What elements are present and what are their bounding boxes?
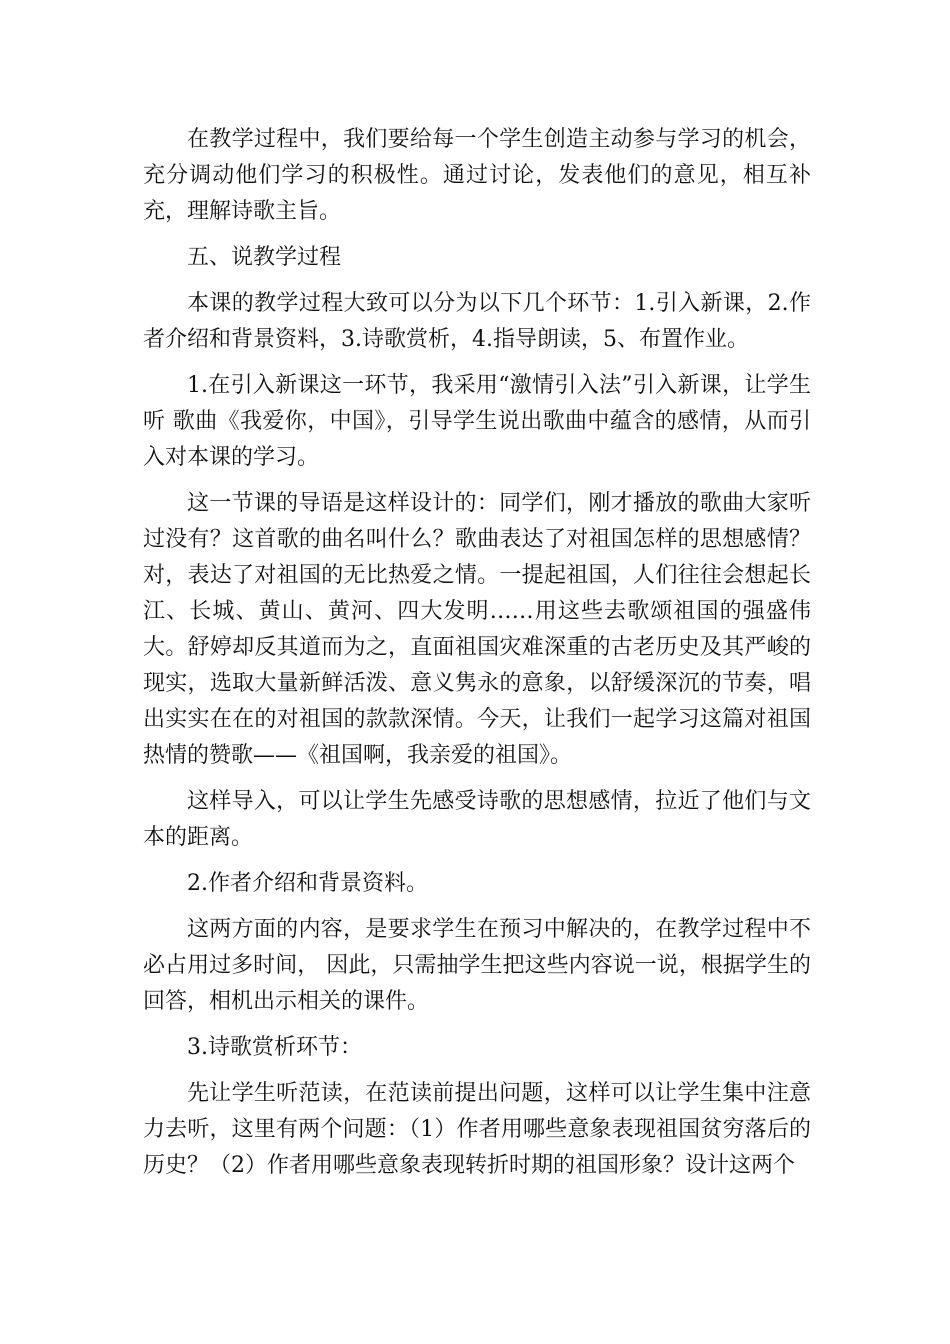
paragraph-step-3-body: 先让学生听范读，在范读前提出问题，这样可以让学生集中注意力去听，这里有两个问题：（1）作者用哪些意象表现祖国贫穷落后的历史？（2）作者用哪些意象表现转折时期的祖国形象？设计这两个 — [143, 1081, 811, 1178]
paragraph-step-1-intro: 1.在引入新课这一环节，我采用“激情引入法”引入新课，让学生听 歌曲《我爱你，中国》，引导学生说出歌曲中蕴含的感情，从而引入对本课的学习。 — [143, 373, 811, 470]
paragraph-lead-in-effect: 这样导入，可以让学生先感受诗歌的思想感情，拉近了他们与文本的距离。 — [143, 789, 811, 850]
paragraph-process-overview: 本课的教学过程大致可以分为以下几个环节：1.引入新课，2.作者介绍和背景资料，3.诗歌赏析，4.指导朗读，5、布置作业。 — [143, 291, 811, 352]
document-body — [143, 122, 811, 1194]
paragraph-lead-in-script: 这一节课的导语是这样设计的：同学们，刚才播放的歌曲大家听过没有？这首歌的曲名叫什么？歌曲表达了对祖国怎样的思想感情？对，表达了对祖国的无比热爱之情。一提起祖国，人们往往会想起长江、长城、黄山、黄河、四大发明……用这些去歌颂祖国的强盛伟大。舒婷却反其道而为之，直面祖国灾难深重的古老历史及其严峻的现实，选取大量新鲜活泼、意义隽永的意象，以舒缓深沉的节奏，唱出实实在在的对祖国的款款深情。今天，让我们一起学习这篇对祖国热情的赞歌——《祖国啊，我亲爱的祖国》。 — [143, 491, 811, 768]
paragraph-step-2-body: 这两方面的内容，是要求学生在预习中解决的，在教学过程中不必占用过多时间， 因此，只需抽学生把这些内容说一说，根据学生的回答，相机出示相关的课件。 — [143, 917, 811, 1014]
paragraph-teaching-principle: 在教学过程中，我们要给每一个学生创造主动参与学习的机会，充分调动他们学习的积极性。通过讨论，发表他们的意见，相互补充，理解诗歌主旨。 — [143, 127, 811, 224]
paragraph-step-2-heading: 2.作者介绍和背景资料。 — [187, 871, 428, 896]
paragraph-step-3-heading: 3.诗歌赏析环节： — [187, 1035, 362, 1060]
section-heading-teaching-process: 五、说教学过程 — [187, 245, 342, 270]
